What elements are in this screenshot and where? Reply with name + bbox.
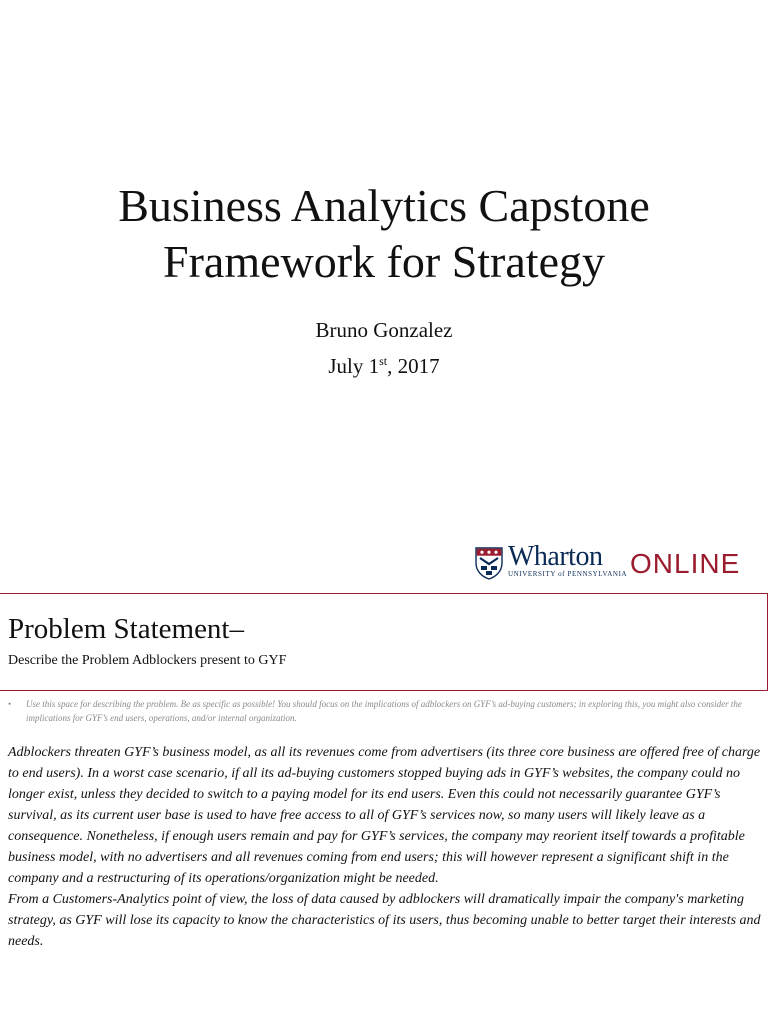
answer-paragraph-1: Adblockers threaten GYF’s business model, as all its revenues come from advertisers (its three core business are offered free of charge to end users). In a worst case scenario, if all its ad-buying customers stopped buying ads in GYF’s websites, the company could no longer exist, unless they decided to switch to a paying model for its end users. Even this could not necessarily guarantee GYF’s survival, as its current user base is used to have free access to all of GYF’s services now, so many users will likely leave as a consequence. Nonetheless, if enough users remain and pay for GYF’s services, the company may reorient itself towards a profitable business model, with no advertisers and all revenues coming from end users; this will however represent a significant shift in the company and a restructuring of its operations/organization might be needed. <box>8 745 761 886</box>
problem-subtitle: Describe the Problem Adblockers present to GYF <box>8 653 287 668</box>
problem-statement-slide <box>0 593 768 1025</box>
instruction-text: Use this space for describing the problem. Be as specific as possible! You should focus on the implications of adblockers on GYF’s ad-buying customers; in exploring this, you might also consider the implications for GYF’s end users, operations, and/or internal organization. <box>26 699 742 723</box>
date-prefix: July 1 <box>328 354 380 378</box>
wharton-wordmark: Wharton <box>508 541 603 572</box>
penn-shield-icon <box>474 546 504 580</box>
problem-header-box <box>0 594 768 691</box>
bullet-marker: • <box>8 699 12 709</box>
date-ordinal: st <box>379 354 388 368</box>
answer-paragraph-2: From a Customers-Analytics point of view, the loss of data caused by adblockers will dramatically impair the company's marketing strategy, as GYF will lose its capacity to know the characteristics of its users, thus becoming unable to better target their interests and needs. <box>8 892 761 949</box>
title-line-2: Framework for Strategy <box>163 236 605 287</box>
author-name: Bruno Gonzalez <box>315 318 453 342</box>
problem-title: Problem Statement– <box>8 613 244 645</box>
problem-answer <box>8 742 762 952</box>
presentation-date <box>0 352 768 380</box>
online-wordmark: ONLINE <box>630 548 741 579</box>
upenn-tagline: UNIVERSITY of PENNSYLVANIA <box>508 570 628 578</box>
presentation-title <box>0 178 768 290</box>
wharton-online-logo <box>474 541 760 582</box>
title-line-1: Business Analytics Capstone <box>118 180 650 231</box>
date-suffix: , 2017 <box>387 354 440 378</box>
